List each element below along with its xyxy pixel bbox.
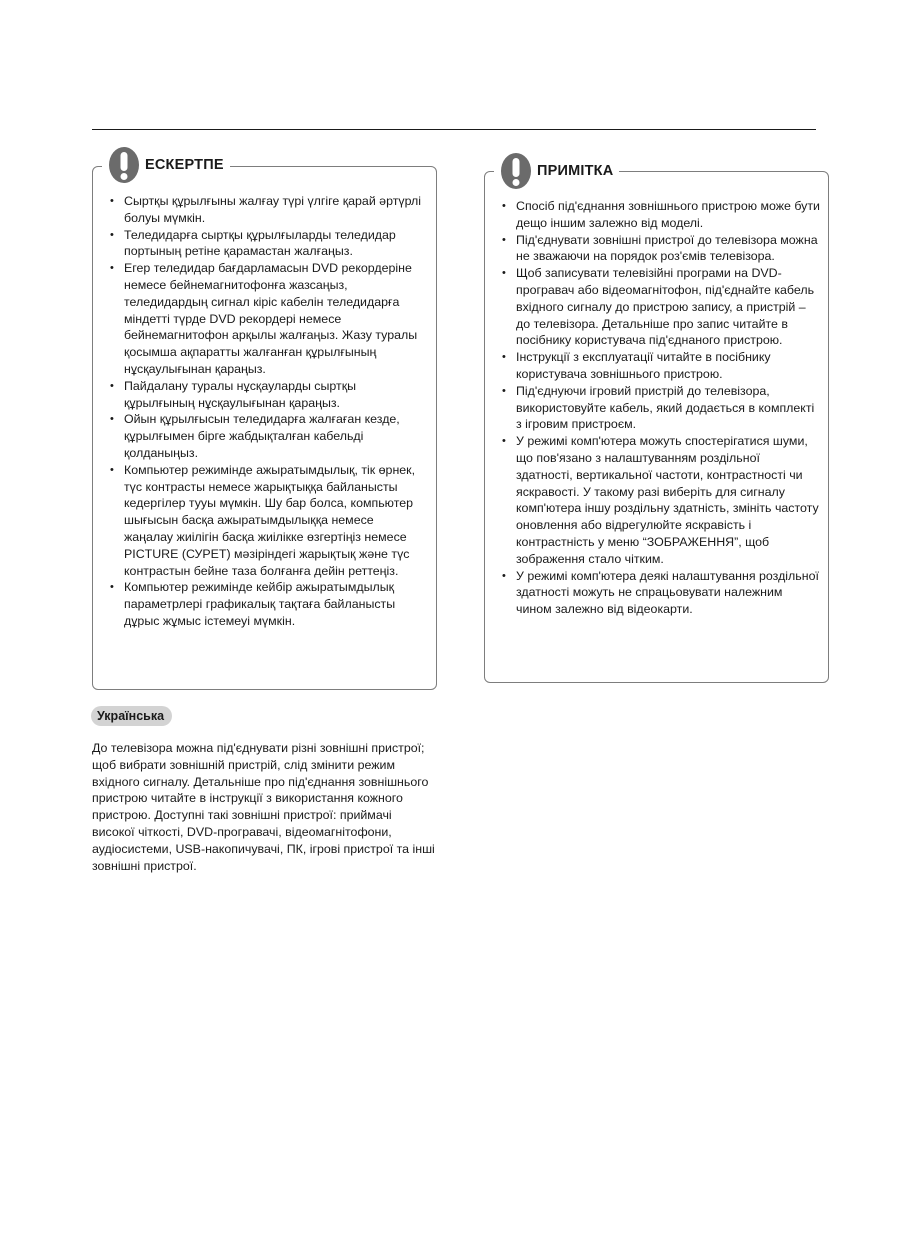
list-item: • Пайдалану туралы нұсқауларды сыртқы құрылғының нұсқаулығынан қараңыз. (110, 378, 426, 412)
list-item: • Інструкції з експлуатації читайте в посібнику користувача зовнішнього пристрою. (502, 349, 820, 383)
exclamation-icon (500, 152, 532, 190)
list-item: • Компьютер режимінде ажыратымдылық, тік өрнек, түс контрасты немесе жарықтыққа байланысты кедергілер тууы мүмкін. Шу бар болса, компьютер шығысын басқа ажыратымдылыққа немесе жаңалау жиілігін басқа жиілікке өзгертіңіз немесе PICTURE (СУРЕТ) мәзіріндегі жарықтық және түс контрастын бейне таза болғанға дейін реттеңіз. (110, 462, 426, 580)
list-item: • Спосіб під'єднання зовнішнього пристрою може бути дещо іншим залежно від моделі. (502, 198, 820, 232)
header-rule (92, 129, 816, 130)
caution-box-title: ЕСКЕРТПЕ (145, 157, 224, 173)
list-item: • Під'єднуючи ігровий пристрій до телевізора, використовуйте кабель, який додається в комплекті з ігровим пристроєм. (502, 383, 820, 433)
list-item: • Егер теледидар бағдарламасын DVD рекордеріне немесе бейнемагнитофонға жазсаңыз, теледидардың сигнал кіріс кабелін теледидарға міндетті түрде DVD рекордері немесе бейнемагнитофон арқылы жалғаңыз. Жазу туралы қосымша ақпаратты жалғанған құрылғының нұсқаулығынан қараңыз. (110, 260, 426, 378)
list-item: • Сыртқы құрылғыны жалғау түрі үлгіге қарай әртүрлі болуы мүмкін. (110, 193, 426, 227)
list-item: • Теледидарға сыртқы құрылғыларды теледидар портының ретіне қарамастан жалғаңыз. (110, 227, 426, 261)
list-item: • У режимі комп'ютера деякі налаштування роздільної здатності можуть не спрацьовувати належним чином залежно від відеокарти. (502, 568, 820, 618)
caution-box-header (102, 146, 230, 184)
list-item: • У режимі комп'ютера можуть спостерігатися шуми, що пов'язано з налаштуванням роздільної здатності, вертикальної частоти, контрастності чи яскравості. У такому разі виберіть для сигналу комп'ютера іншу роздільну здатність, змініть частоту оновлення або відрегулюйте яскравість і контрастність у меню “ЗОБРАЖЕННЯ”, щоб зображення стало чітким. (502, 433, 820, 567)
language-badge: Українська (91, 706, 172, 726)
list-item: • Ойын құрылғысын теледидарға жалғаған кезде, құрылғымен бірге жабдықталған кабельді қолданыңыз. (110, 411, 426, 461)
caution-list (110, 193, 426, 630)
list-item: • Компьютер режимінде кейбір ажыратымдылық параметрлері графикалық тақтаға байланысты дұрыс жұмыс істемеуі мүмкін. (110, 579, 426, 629)
list-item: • Під'єднувати зовнішні пристрої до телевізора можна не зважаючи на порядок роз'ємів телевізора. (502, 232, 820, 266)
note-box-title: ПРИМІТКА (537, 163, 614, 179)
exclamation-icon (108, 146, 140, 184)
note-box-header (494, 152, 619, 190)
intro-paragraph: До телевізора можна під'єднувати різні зовнішні пристрої; щоб вибрати зовнішній пристрій, слід змінити режим вхідного сигналу. Детальніше про під'єднання зовнішнього пристрою читайте в інструкції з використання кожного пристрою. Доступні такі зовнішні пристрої: приймачі високої чіткості, DVD-програвачі, відеомагнітофони, аудіосистеми, USB-накопичувачі, ПК, ігрові пристрої та інші зовнішні пристрої. (92, 741, 435, 873)
note-list (502, 198, 820, 618)
list-item: • Щоб записувати телевізійні програми на DVD-програвач або відеомагнітофон, під'єднайте кабель вхідного сигналу до пристрою запису, а пристрій – до телевізора. Детальніше про запис читайте в посібнику користувача під'єднаного пристрою. (502, 265, 820, 349)
